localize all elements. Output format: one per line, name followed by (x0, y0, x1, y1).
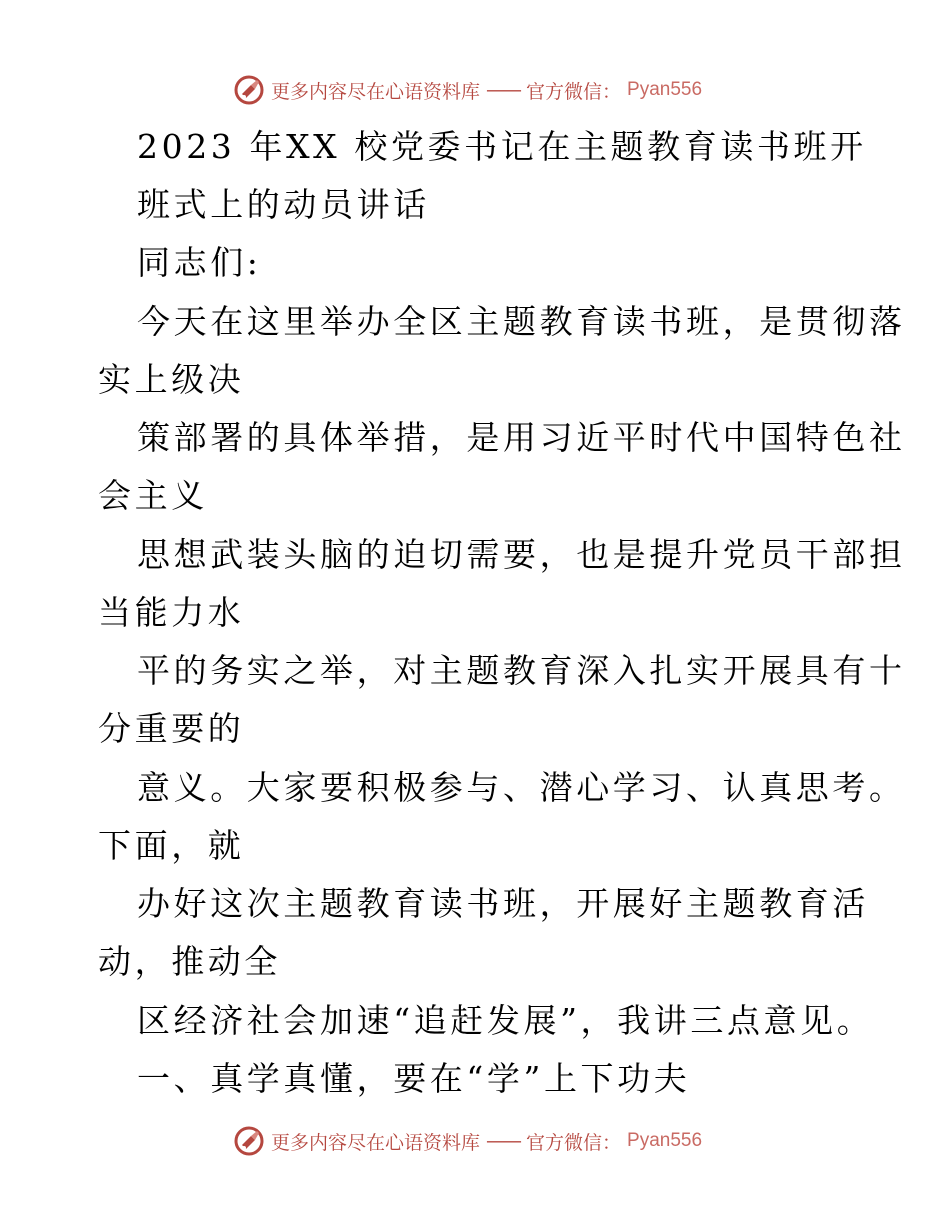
section-heading-1: 一、真学真懂，要在“学”上下功夫 (137, 1059, 691, 1098)
paragraph-line: 意义。大家要积极参与、潜心学习、认真思考。 (137, 768, 906, 807)
watermark-brand-text: 更多内容尽在心语资料库 (271, 80, 481, 103)
paragraph-line: 下面，就 (98, 826, 245, 865)
paragraph-line: 当能力水 (98, 593, 245, 632)
document-title-line2: 班式上的动员讲话 (137, 185, 430, 224)
paragraph-line: 动，推动全 (98, 942, 281, 981)
paragraph-line: 策部署的具体举措，是用习近平时代中国特色社 (137, 418, 906, 457)
paragraph-line: 实上级决 (98, 360, 245, 399)
paragraph-line: 会主义 (98, 476, 208, 515)
watermark-footer (233, 1124, 702, 1158)
paragraph-line: 区经济社会加速“追赶发展”，我讲三点意见。 (137, 1001, 874, 1040)
watermark-brand-text: 更多内容尽在心语资料库 (271, 1131, 481, 1154)
watermark-dash: —— (486, 1130, 521, 1152)
paragraph-line: 平的务实之举，对主题教育深入扎实开展具有十 (137, 651, 906, 690)
paragraph-line: 分重要的 (98, 709, 245, 748)
paragraph-line: 思想武装头脑的迫切需要，也是提升党员干部担 (137, 535, 906, 574)
watermark-wechat-id: Pyan556 (627, 1130, 703, 1151)
watermark-official-label: 官方微信： (526, 80, 622, 103)
brand-logo-icon (233, 74, 265, 106)
watermark-dash: —— (486, 79, 521, 101)
watermark-header (233, 73, 702, 107)
brand-logo-icon (233, 1125, 265, 1157)
document-salutation: 同志们: (137, 243, 262, 282)
watermark-official-label: 官方微信： (526, 1131, 622, 1154)
paragraph-line: 办好这次主题教育读书班，开展好主题教育活 (137, 884, 869, 923)
document-title-line1: 2023 年XX 校党委书记在主题教育读书班开 (137, 127, 867, 166)
watermark-wechat-id: Pyan556 (627, 79, 703, 100)
paragraph-line: 今天在这里举办全区主题教育读书班，是贯彻落 (137, 302, 906, 341)
